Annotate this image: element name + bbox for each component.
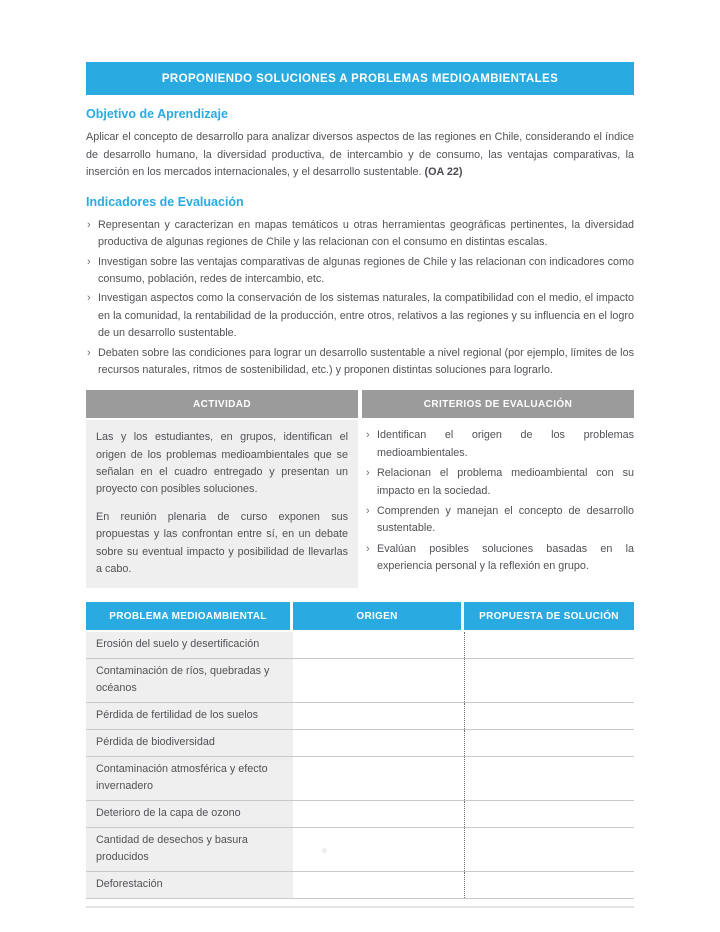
- page-title: PROPONIENDO SOLUCIONES A PROBLEMAS MEDIOAMBIENTALES: [161, 72, 559, 85]
- objetivo-body-text: Aplicar el concepto de desarrollo para analizar diversos aspectos de las regiones en Chile, considerando el índice de desarrollo humano, la diversidad productiva, de intercambio y de consumo, las ventajas comparativas, la inserción en los mercados internacionales, y el desarrollo sustentable.: [86, 131, 634, 179]
- problem-name-cell: Cantidad de desechos y basura producidos: [86, 828, 293, 871]
- list-item: › Evalúan posibles soluciones basadas en la experiencia personal y la reflexión en grupo.: [365, 541, 634, 576]
- problem-name-cell: Erosión del suelo y desertificación: [86, 632, 293, 658]
- solution-blank-cell: [464, 828, 634, 871]
- page-content: [86, 62, 634, 908]
- activity-description-cell: [86, 420, 358, 588]
- table-row: [86, 730, 634, 757]
- activity-table-body: [86, 420, 634, 588]
- table-row: [86, 703, 634, 730]
- origin-blank-cell: [293, 632, 464, 658]
- solution-blank-cell: [464, 659, 634, 702]
- page-footer-dot: [322, 848, 327, 853]
- origin-blank-cell: [293, 872, 464, 898]
- column-header-actividad: ACTIVIDAD: [86, 390, 358, 418]
- indicadores-list: [86, 217, 634, 380]
- column-header-problema: PROBLEMA MEDIOAMBIENTAL: [86, 602, 290, 630]
- problem-name-cell: Contaminación atmosférica y efecto invernadero: [86, 757, 293, 800]
- table-row: [86, 872, 634, 899]
- problems-table-header: [86, 602, 634, 630]
- column-header-origen: ORIGEN: [293, 602, 461, 630]
- list-item: › Relacionan el problema medioambiental con su impacto en la sociedad.: [365, 465, 634, 500]
- list-item: › Investigan sobre las ventajas comparativas de algunas regiones de Chile y las relacionan con indicadores como consumo, población, redes de intercambio, etc.: [86, 254, 634, 289]
- problem-name-cell: Deforestación: [86, 872, 293, 898]
- oa-code: (OA 22): [424, 166, 463, 179]
- table-row: [86, 757, 634, 801]
- problems-table: [86, 602, 634, 908]
- origin-blank-cell: [293, 801, 464, 827]
- origin-blank-cell: [293, 730, 464, 756]
- list-item: › Debaten sobre las condiciones para lograr un desarrollo sustentable a nivel regional (por ejemplo, límites de los recursos naturales, ritmos de sostenibilidad, etc.) y proponen distintas soluciones para lograrlo.: [86, 345, 634, 380]
- column-header-criterios: CRITERIOS DE EVALUACIÓN: [362, 390, 634, 418]
- solution-blank-cell: [464, 872, 634, 898]
- objetivo-heading: Objetivo de Aprendizaje: [86, 107, 228, 121]
- activity-paragraph: Las y los estudiantes, en grupos, identifican el origen de los problemas medioambientales que se señalan en el cuadro entregado y presentan un proyecto con posibles soluciones.: [96, 431, 348, 496]
- solution-blank-cell: [464, 757, 634, 800]
- activity-paragraph: En reunión plenaria de curso exponen sus propuestas y las confrontan entre sí, en un debate sobre su eventual impacto y posibilidad de llevarlas a cabo.: [96, 511, 348, 575]
- solution-blank-cell: [464, 703, 634, 729]
- table-row: [86, 801, 634, 828]
- origin-blank-cell: [293, 757, 464, 800]
- list-item: › Comprenden y manejan el concepto de desarrollo sustentable.: [365, 503, 634, 538]
- objetivo-paragraph: [86, 129, 634, 182]
- table-row: [86, 632, 634, 659]
- indicadores-heading: Indicadores de Evaluación: [86, 194, 244, 209]
- problem-name-cell: Pérdida de biodiversidad: [86, 730, 293, 756]
- solution-blank-cell: [464, 801, 634, 827]
- bottom-divider: [86, 906, 634, 908]
- origin-blank-cell: [293, 659, 464, 702]
- list-item: › Representan y caracterizan en mapas temáticos u otras herramientas geográficas pertinentes, la diversidad productiva de algunas regiones de Chile y las relacionan con el consumo en distintas escalas.: [86, 217, 634, 252]
- activity-table-header: [86, 390, 634, 418]
- list-item: › Investigan aspectos como la conservación de los sistemas naturales, la compatibilidad con el medio, el impacto en la comunidad, la rentabilidad de la producción, entre otros, relativos a las regiones y su influencia en el logro de un desarrollo sustentable.: [86, 290, 634, 342]
- activity-criteria-table: [86, 390, 634, 588]
- table-row: [86, 828, 634, 872]
- title-bar: [86, 62, 634, 95]
- column-header-propuesta: PROPUESTA DE SOLUCIÓN: [464, 602, 634, 630]
- list-item: › Identifican el origen de los problemas medioambientales.: [365, 427, 634, 462]
- problem-name-cell: Deterioro de la capa de ozono: [86, 801, 293, 827]
- problem-name-cell: Contaminación de ríos, quebradas y océanos: [86, 659, 293, 702]
- solution-blank-cell: [464, 632, 634, 658]
- solution-blank-cell: [464, 730, 634, 756]
- table-row: [86, 659, 634, 703]
- origin-blank-cell: [293, 703, 464, 729]
- criteria-cell: [362, 420, 634, 588]
- problem-name-cell: Pérdida de fertilidad de los suelos: [86, 703, 293, 729]
- origin-blank-cell: [293, 828, 464, 871]
- criteria-list: [365, 427, 634, 575]
